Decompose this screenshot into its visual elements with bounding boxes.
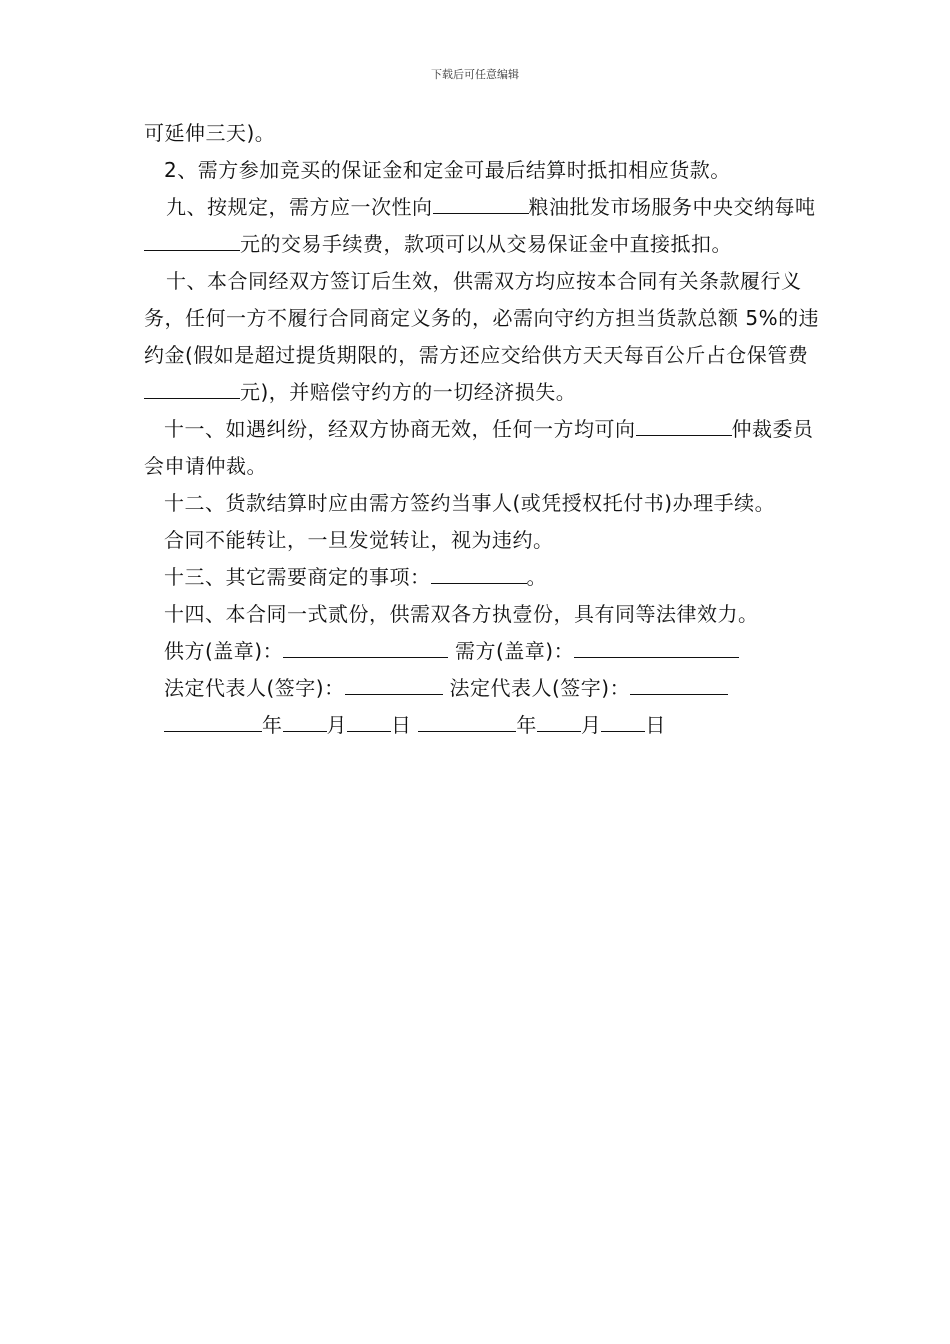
paragraph-13-text-a: 十三、其它需要商定的事项： <box>164 565 431 589</box>
supplier-month-blank <box>283 709 327 732</box>
blank-market-name <box>433 191 529 214</box>
supplier-seal-label: 供方(盖章)： <box>164 639 284 663</box>
signature-rep-row <box>144 670 824 707</box>
buyer-month-blank <box>537 709 581 732</box>
contract-body <box>144 115 824 744</box>
paragraph-continuation: 可延伸三天)。 <box>144 121 276 145</box>
signature-seal-row <box>144 633 824 670</box>
paragraph-13-text-b: 。 <box>526 565 547 589</box>
paragraph-9-text-c: 元的交易手续费，款项可以从交易保证金中直接抵扣。 <box>240 232 732 256</box>
supplier-seal-blank <box>283 635 448 658</box>
buyer-rep-blank <box>630 672 728 695</box>
paragraph-10-text-a: 十、本合同经双方签订后生效，供需双方均应按本合同有关条款履行义务，任何一方不履行合同商定义务的，必需向守约方担当货款总额 5%的违约金(假如是超过提货期限的，需方还应交给供方天天每百公斤占仓保管费 <box>144 269 820 367</box>
buyer-day-blank <box>601 709 645 732</box>
paragraph-11-text-a: 十一、如遇纠纷，经双方协商无效，任何一方均可向 <box>164 417 636 441</box>
buyer-year-label: 年 <box>516 713 537 737</box>
supplier-month-label: 月 <box>326 713 347 737</box>
paragraph-11-text-b: 仲裁委员会申请仲裁。 <box>144 417 814 478</box>
supplier-rep-blank <box>345 672 443 695</box>
buyer-year-blank <box>418 709 516 732</box>
blank-arbitration-committee <box>636 413 732 436</box>
signature-date-row <box>144 707 824 744</box>
supplier-day-label: 日 <box>391 713 412 737</box>
paragraph-deposit: 2、需方参加竞买的保证金和定金可最后结算时抵扣相应货款。 <box>164 158 731 182</box>
paragraph-10 <box>144 263 824 411</box>
buyer-month-label: 月 <box>580 713 602 737</box>
buyer-seal-blank <box>574 635 739 658</box>
paragraph-13 <box>144 559 824 596</box>
paragraph-9-text-a: 九、按规定，需方应一次性向 <box>166 195 433 219</box>
blank-storage-fee <box>144 376 240 399</box>
paragraph-9 <box>144 189 824 263</box>
paragraph-12: 十二、货款结算时应由需方签约当事人(或凭授权托付书)办理手续。 <box>164 491 776 515</box>
page-header: 下载后可任意编辑 <box>431 68 519 81</box>
buyer-day-label: 日 <box>645 713 666 737</box>
paragraph-10-text-b: 元)，并赔偿守约方的一切经济损失。 <box>240 380 577 404</box>
supplier-day-blank <box>347 709 391 732</box>
paragraph-no-transfer: 合同不能转让，一旦发觉转让，视为违约。 <box>164 528 554 552</box>
blank-fee-per-ton <box>144 228 240 251</box>
supplier-year-label: 年 <box>262 713 283 737</box>
paragraph-14: 十四、本合同一式贰份，供需双各方执壹份，具有同等法律效力。 <box>164 602 759 626</box>
supplier-rep-label: 法定代表人(签字)： <box>164 676 345 700</box>
blank-other-matters <box>431 561 527 584</box>
paragraph-11 <box>144 411 824 485</box>
supplier-year-blank <box>164 709 262 732</box>
buyer-seal-label: 需方(盖章)： <box>454 639 575 663</box>
paragraph-9-text-b: 粮油批发市场服务中央交纳每吨 <box>528 195 816 219</box>
buyer-rep-label: 法定代表人(签字)： <box>449 676 631 700</box>
